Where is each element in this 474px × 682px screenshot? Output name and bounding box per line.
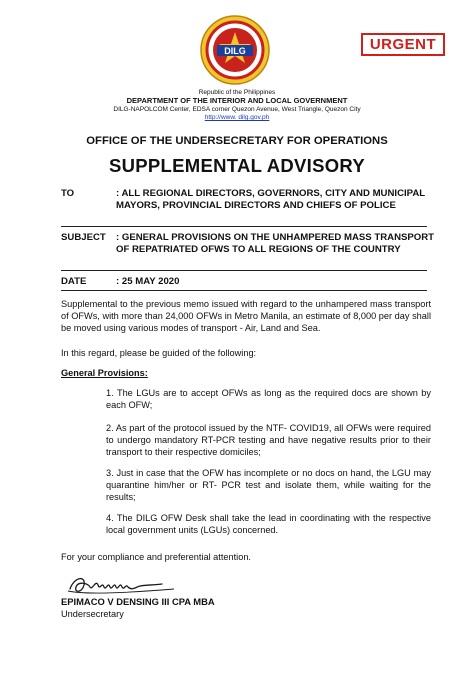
to-value: : ALL REGIONAL DIRECTORS, GOVERNORS, CITY AND MUNICIPAL MAYORS, PROVINCIAL DIRECTORS AND CHIEFS OF POLICE: [116, 188, 425, 211]
provisions-heading: General Provisions:: [61, 368, 148, 378]
signatory-name: EPIMACO V DENSING III CPA MBA: [61, 596, 215, 607]
document-title: SUPPLEMENTAL ADVISORY: [108, 155, 366, 176]
provision-item: 2. As part of the protocol issued by the NTF- COVID19, all OFWs were required to undergo mandatory RT-PCR testing and have negative results prior to their transport to their respective domiciles;: [106, 423, 431, 457]
office-title: OFFICE OF THE UNDERSECRETARY FOR OPERATIONS: [86, 135, 388, 147]
signatory-title: Undersecretary: [61, 609, 124, 619]
divider: [61, 290, 427, 291]
dilg-seal-icon: [199, 14, 271, 86]
guidance-paragraph: In this regard, please be guided of the following:: [61, 348, 257, 358]
divider: [61, 270, 427, 271]
date-value: : 25 MAY 2020: [116, 276, 180, 287]
department-address: DILG-NAPOLCOM Center, EDSA corner Quezon Avenue, West Triangle, Quezon City: [113, 106, 361, 113]
divider: [61, 226, 427, 227]
date-label: DATE: [61, 276, 87, 287]
website-link[interactable]: http://www. dilg.gov.ph: [204, 114, 270, 121]
closing-paragraph: For your compliance and preferential attention.: [61, 552, 251, 562]
provision-item: 3. Just in case that the OFW has incomplete or no docs on hand, the LGU may quarantine him/her or RT- PCR test and isolate them, while waiting for the results;: [106, 468, 431, 502]
department-name: DEPARTMENT OF THE INTERIOR AND LOCAL GOVERNMENT: [126, 96, 348, 105]
to-label: TO: [61, 188, 75, 199]
provision-item: 4. The DILG OFW Desk shall take the lead in coordinating with the respective local government units (LGUs) concerned.: [106, 513, 431, 535]
intro-paragraph: Supplemental to the previous memo issued with regard to the unhampered mass transport of OFWs, with more than 24,000 OFWs in Metro Manila, an estimate of 8,000 per day shall be moved using various modes of transport - Air, Land and Sea.: [61, 299, 431, 333]
republic-line: Republic of the Philippines: [198, 89, 276, 96]
subject-label: SUBJECT: [61, 232, 106, 243]
seal-text: DILG: [224, 46, 246, 56]
provision-item: 1. The LGUs are to accept OFWs as long as the required docs are shown by each OFW;: [106, 388, 431, 410]
urgent-stamp: URGENT: [361, 33, 445, 56]
signature-image: [66, 569, 176, 599]
subject-value: : GENERAL PROVISIONS ON THE UNHAMPERED MASS TRANSPORT OF REPATRIATED OFWS TO ALL REGIONS OF THE COUNTRY: [116, 232, 435, 255]
